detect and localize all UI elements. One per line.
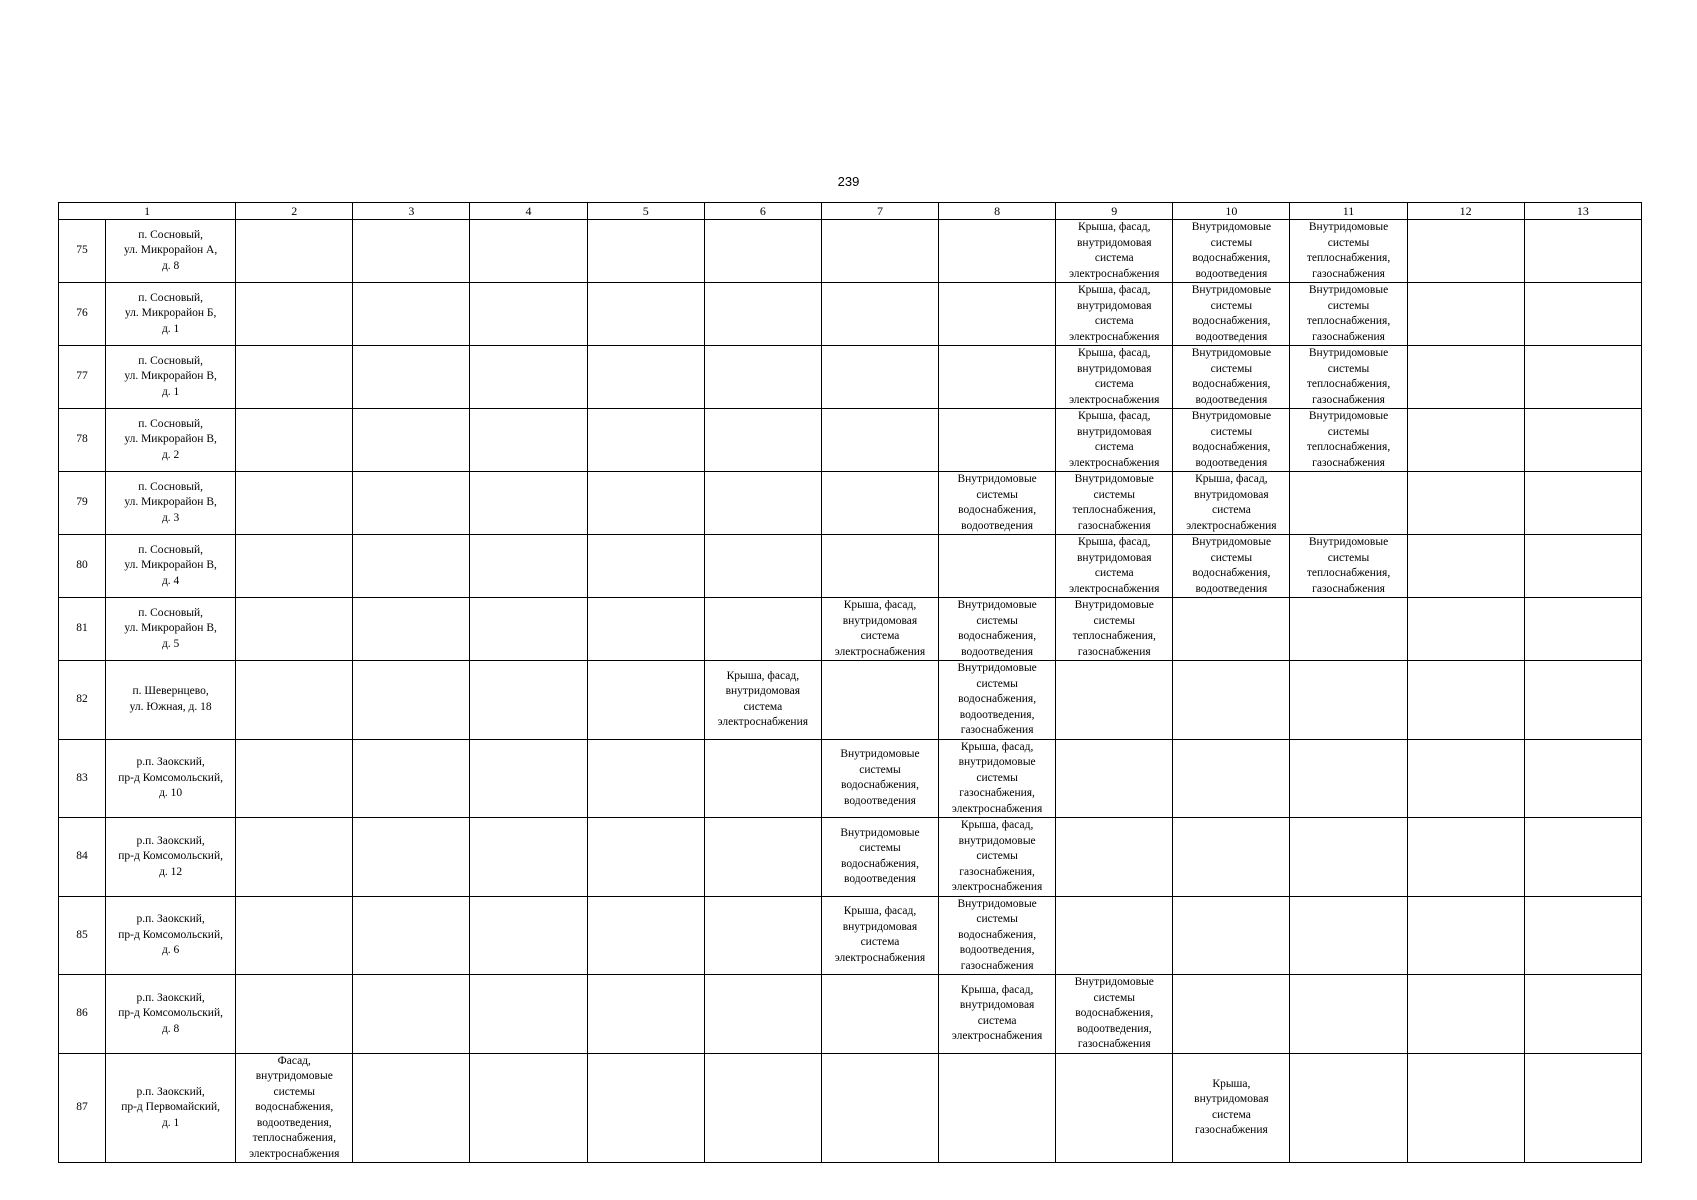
work-cell (1524, 975, 1641, 1054)
work-cell (470, 896, 587, 975)
work-cell (1524, 1053, 1641, 1163)
work-cell (470, 472, 587, 535)
work-cell (587, 818, 704, 897)
work-cell (1524, 739, 1641, 818)
work-cell (1407, 661, 1524, 740)
work-cell (1290, 896, 1407, 975)
work-cell (470, 818, 587, 897)
work-cell (704, 409, 821, 472)
work-cell: Крыша, фасад, внутридомовая система электроснабжения (1173, 472, 1290, 535)
work-cell (1524, 220, 1641, 283)
work-cell (587, 896, 704, 975)
work-cell: Внутридомовые системы теплоснабжения, газоснабжения (1290, 283, 1407, 346)
work-cell (236, 535, 353, 598)
work-cell (470, 739, 587, 818)
table-row (59, 409, 1642, 472)
work-cell: Внутридомовые системы теплоснабжения, газоснабжения (1290, 535, 1407, 598)
address-cell: р.п. Заокский, пр-д Комсомольский, д. 6 (106, 896, 236, 975)
work-cell (1290, 818, 1407, 897)
work-cell: Внутридомовые системы водоснабжения, водоотведения (1173, 346, 1290, 409)
work-cell (939, 283, 1056, 346)
column-header: 2 (236, 203, 353, 220)
work-cell: Внутридомовые системы теплоснабжения, газоснабжения (1056, 598, 1173, 661)
work-cell: Крыша, фасад, внутридомовая система электроснабжения (1056, 535, 1173, 598)
work-cell (587, 409, 704, 472)
work-cell (470, 598, 587, 661)
work-cell: Крыша, фасад, внутридомовая система электроснабжения (1056, 220, 1173, 283)
work-cell (1407, 535, 1524, 598)
work-cell (1056, 1053, 1173, 1163)
work-cell (1407, 1053, 1524, 1163)
work-cell: Внутридомовые системы водоснабжения, водоотведения (1173, 283, 1290, 346)
table-row (59, 661, 1642, 740)
work-cell (236, 975, 353, 1054)
work-cell (236, 818, 353, 897)
work-cell (587, 661, 704, 740)
work-cell: Крыша, фасад, внутридомовые системы газоснабжения, электроснабжения (939, 818, 1056, 897)
table-row (59, 896, 1642, 975)
work-cell (470, 409, 587, 472)
table-row (59, 346, 1642, 409)
work-cell (470, 975, 587, 1054)
work-cell (470, 535, 587, 598)
work-cell (1524, 409, 1641, 472)
work-cell (1290, 1053, 1407, 1163)
work-cell (470, 346, 587, 409)
address-cell: р.п. Заокский, пр-д Комсомольский, д. 10 (106, 739, 236, 818)
work-cell (587, 975, 704, 1054)
work-cell (353, 896, 470, 975)
table-row (59, 598, 1642, 661)
work-cell (353, 975, 470, 1054)
work-cell (704, 896, 821, 975)
work-cell: Крыша, внутридомовая система газоснабжения (1173, 1053, 1290, 1163)
work-cell (821, 409, 938, 472)
work-cell (821, 535, 938, 598)
work-cell (704, 739, 821, 818)
work-cell (1056, 661, 1173, 740)
work-cell (704, 598, 821, 661)
address-cell: п. Сосновый, ул. Микрорайон В, д. 4 (106, 535, 236, 598)
work-cell (821, 346, 938, 409)
work-cell (939, 409, 1056, 472)
column-header: 1 (59, 203, 236, 220)
row-number: 80 (59, 535, 106, 598)
column-header: 9 (1056, 203, 1173, 220)
work-cell (470, 220, 587, 283)
work-cell: Внутридомовые системы теплоснабжения, газоснабжения (1290, 346, 1407, 409)
work-cell (1407, 739, 1524, 818)
work-cell (1290, 975, 1407, 1054)
work-cell (470, 1053, 587, 1163)
row-number: 75 (59, 220, 106, 283)
work-cell (587, 1053, 704, 1163)
work-cell: Внутридомовые системы водоснабжения, водоотведения (1173, 220, 1290, 283)
work-cell: Внутридомовые системы теплоснабжения, газоснабжения (1056, 472, 1173, 535)
work-cell: Крыша, фасад, внутридомовая система электроснабжения (821, 896, 938, 975)
work-cell (1173, 975, 1290, 1054)
work-cell: Внутридомовые системы теплоснабжения, газоснабжения (1290, 220, 1407, 283)
work-cell (1056, 739, 1173, 818)
work-cell (353, 283, 470, 346)
work-cell: Внутридомовые системы водоснабжения, водоотведения, газоснабжения (939, 896, 1056, 975)
work-cell (236, 283, 353, 346)
work-cell (821, 220, 938, 283)
work-cell: Крыша, фасад, внутридомовая система электроснабжения (1056, 283, 1173, 346)
column-header: 11 (1290, 203, 1407, 220)
row-number: 79 (59, 472, 106, 535)
column-header: 10 (1173, 203, 1290, 220)
work-cell (704, 283, 821, 346)
table-row (59, 1053, 1642, 1163)
work-cell (1407, 598, 1524, 661)
table-row (59, 535, 1642, 598)
column-header: 12 (1407, 203, 1524, 220)
table-row (59, 739, 1642, 818)
work-cell (704, 472, 821, 535)
address-cell: р.п. Заокский, пр-д Комсомольский, д. 12 (106, 818, 236, 897)
work-cell (236, 409, 353, 472)
work-cell (1407, 896, 1524, 975)
work-cell (939, 535, 1056, 598)
work-cell (821, 283, 938, 346)
work-cell (236, 896, 353, 975)
work-cell: Крыша, фасад, внутридомовая система электроснабжения (1056, 409, 1173, 472)
column-header: 5 (587, 203, 704, 220)
row-number: 83 (59, 739, 106, 818)
work-cell (353, 818, 470, 897)
work-cell (1290, 472, 1407, 535)
work-cell (1524, 598, 1641, 661)
work-cell: Внутридомовые системы водоснабжения, водоотведения (939, 598, 1056, 661)
work-cell (587, 739, 704, 818)
table-row (59, 283, 1642, 346)
work-cell (1407, 975, 1524, 1054)
work-cell (704, 818, 821, 897)
work-cell (353, 661, 470, 740)
work-cell: Крыша, фасад, внутридомовая система электроснабжения (704, 661, 821, 740)
work-cell (1173, 896, 1290, 975)
work-cell: Внутридомовые системы водоснабжения, водоотведения (821, 818, 938, 897)
header-row (59, 203, 1642, 220)
address-cell: р.п. Заокский, пр-д Комсомольский, д. 8 (106, 975, 236, 1054)
work-cell (353, 346, 470, 409)
work-cell: Внутридомовые системы теплоснабжения, газоснабжения (1290, 409, 1407, 472)
work-cell (939, 346, 1056, 409)
work-cell (353, 598, 470, 661)
work-cell (1290, 598, 1407, 661)
work-cell (353, 1053, 470, 1163)
work-cell (1173, 818, 1290, 897)
table-row (59, 818, 1642, 897)
row-number: 86 (59, 975, 106, 1054)
work-cell (587, 346, 704, 409)
work-cell (353, 535, 470, 598)
work-cell (1407, 220, 1524, 283)
work-cell (939, 1053, 1056, 1163)
work-cell (704, 975, 821, 1054)
work-cell (821, 1053, 938, 1163)
work-cell: Внутридомовые системы водоснабжения, водоотведения (821, 739, 938, 818)
row-number: 76 (59, 283, 106, 346)
address-cell: п. Сосновый, ул. Микрорайон В, д. 2 (106, 409, 236, 472)
row-number: 82 (59, 661, 106, 740)
row-number: 77 (59, 346, 106, 409)
row-number: 84 (59, 818, 106, 897)
column-header: 3 (353, 203, 470, 220)
work-cell (821, 661, 938, 740)
row-number: 78 (59, 409, 106, 472)
work-cell (1173, 661, 1290, 740)
work-cell (1056, 896, 1173, 975)
column-header: 4 (470, 203, 587, 220)
work-cell: Крыша, фасад, внутридомовая система электроснабжения (939, 975, 1056, 1054)
work-cell (821, 472, 938, 535)
work-cell (236, 472, 353, 535)
address-cell: п. Шевернцево, ул. Южная, д. 18 (106, 661, 236, 740)
work-cell (236, 598, 353, 661)
work-cell (587, 283, 704, 346)
work-cell (236, 661, 353, 740)
work-cell (1407, 346, 1524, 409)
work-cell (939, 220, 1056, 283)
work-cell (353, 409, 470, 472)
column-header: 13 (1524, 203, 1641, 220)
work-cell: Внутридомовые системы водоснабжения, водоотведения, газоснабжения (939, 661, 1056, 740)
work-cell: Внутридомовые системы водоснабжения, водоотведения (1173, 535, 1290, 598)
work-cell (1290, 739, 1407, 818)
work-cell (704, 346, 821, 409)
address-cell: п. Сосновый, ул. Микрорайон Б, д. 1 (106, 283, 236, 346)
work-cell (1524, 346, 1641, 409)
work-cell (1407, 818, 1524, 897)
work-cell (587, 220, 704, 283)
work-cell (353, 220, 470, 283)
work-cell (587, 535, 704, 598)
work-cell: Крыша, фасад, внутридомовая система электроснабжения (821, 598, 938, 661)
work-cell: Крыша, фасад, внутридомовая система электроснабжения (1056, 346, 1173, 409)
work-cell (1407, 409, 1524, 472)
row-number: 81 (59, 598, 106, 661)
work-cell (821, 975, 938, 1054)
row-number: 87 (59, 1053, 106, 1163)
work-cell (1524, 283, 1641, 346)
repair-schedule-table (58, 202, 1642, 1163)
work-cell (236, 346, 353, 409)
work-cell (704, 535, 821, 598)
work-cell (587, 472, 704, 535)
work-cell (1524, 661, 1641, 740)
work-cell (1524, 472, 1641, 535)
column-header: 6 (704, 203, 821, 220)
table-row (59, 975, 1642, 1054)
work-cell (1056, 818, 1173, 897)
work-cell (353, 739, 470, 818)
work-cell (236, 739, 353, 818)
work-cell (1290, 661, 1407, 740)
work-cell (470, 283, 587, 346)
work-cell (704, 220, 821, 283)
work-cell (587, 598, 704, 661)
column-header: 8 (939, 203, 1056, 220)
work-cell: Крыша, фасад, внутридомовые системы газоснабжения, электроснабжения (939, 739, 1056, 818)
table-row (59, 472, 1642, 535)
address-cell: п. Сосновый, ул. Микрорайон В, д. 1 (106, 346, 236, 409)
page-number: 239 (837, 174, 860, 189)
work-cell (1407, 472, 1524, 535)
work-cell: Внутридомовые системы водоснабжения, водоотведения (1173, 409, 1290, 472)
work-cell (1407, 283, 1524, 346)
work-cell (470, 661, 587, 740)
work-cell (704, 1053, 821, 1163)
address-cell: п. Сосновый, ул. Микрорайон В, д. 5 (106, 598, 236, 661)
work-cell (1524, 535, 1641, 598)
table-body (59, 220, 1642, 1163)
work-cell: Внутридомовые системы водоснабжения, водоотведения, газоснабжения (1056, 975, 1173, 1054)
address-cell: р.п. Заокский, пр-д Первомайский, д. 1 (106, 1053, 236, 1163)
work-cell (1173, 598, 1290, 661)
table-row (59, 220, 1642, 283)
work-cell (236, 220, 353, 283)
work-cell (1524, 896, 1641, 975)
address-cell: п. Сосновый, ул. Микрорайон В, д. 3 (106, 472, 236, 535)
work-cell: Фасад, внутридомовые системы водоснабжения, водоотведения, теплоснабжения, электроснабжения (236, 1053, 353, 1163)
address-cell: п. Сосновый, ул. Микрорайон А, д. 8 (106, 220, 236, 283)
row-number: 85 (59, 896, 106, 975)
work-cell (1524, 818, 1641, 897)
column-header: 7 (821, 203, 938, 220)
work-cell (353, 472, 470, 535)
work-cell (1173, 739, 1290, 818)
work-cell: Внутридомовые системы водоснабжения, водоотведения (939, 472, 1056, 535)
